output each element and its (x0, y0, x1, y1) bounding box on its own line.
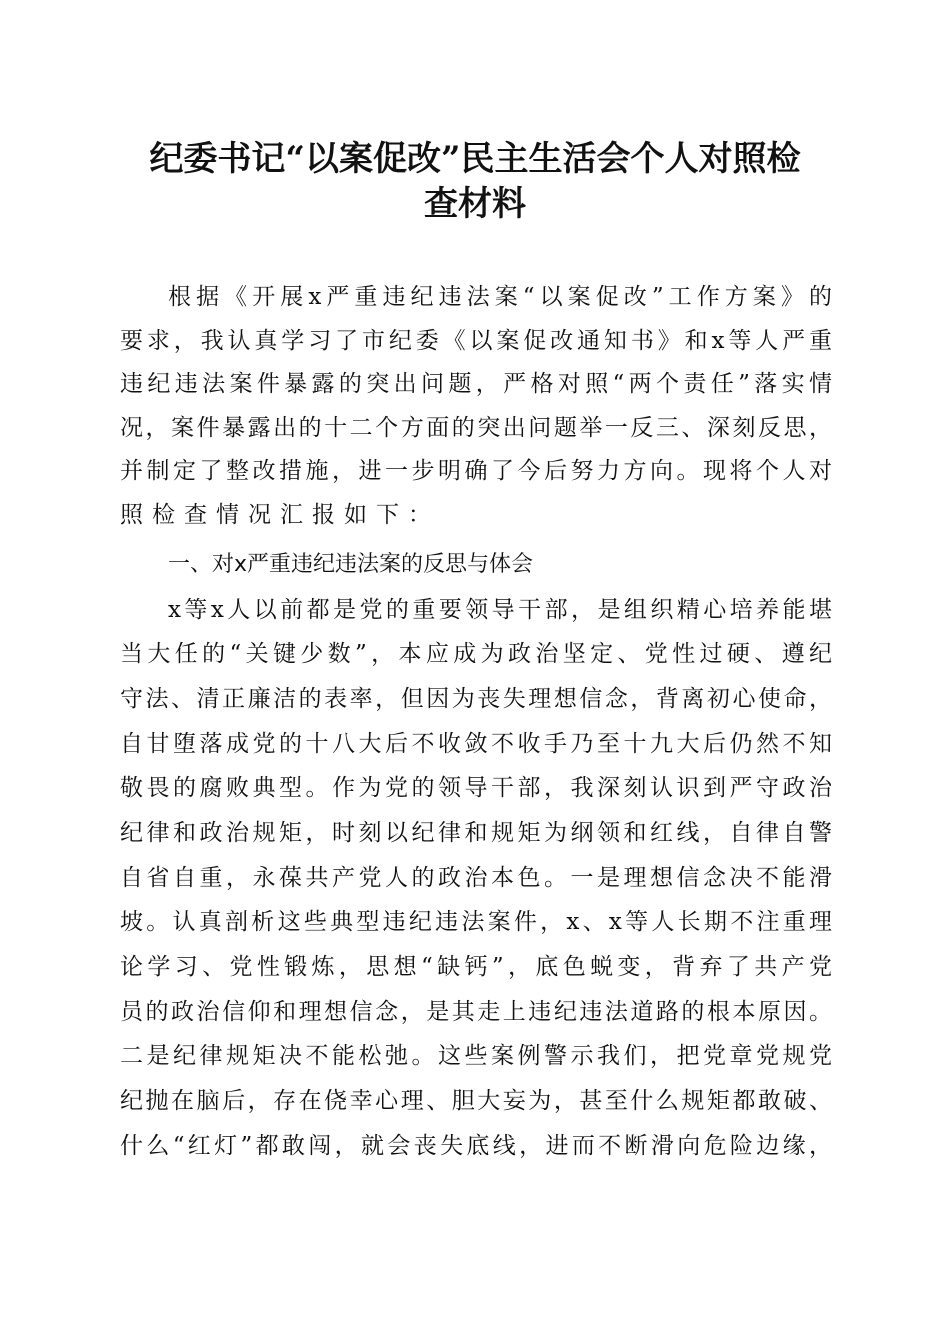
text-line: 二是纪律规矩决不能松弛。这些案例警示我们，把党章党规党 (120, 1043, 832, 1070)
text-line: 违纪违法案件暴露的突出问题，严格对照“两个责任”落实情 (120, 371, 832, 398)
text-line: 要求，我认真学习了市纪委《以案促改通知书》和x等人严重 (120, 327, 832, 354)
paragraph-reflection (120, 588, 832, 1169)
paragraph-intro (120, 276, 832, 538)
text-line: 根据《开展x严重违纪违法案“以案促改”工作方案》的 (168, 284, 832, 310)
text-line: 论学习、党性锻炼，思想“缺钙”，底色蜕变，背弃了共产党 (120, 954, 832, 981)
text-line: 况，案件暴露出的十二个方面的突出问题举一反三、深刻反思， (120, 414, 832, 441)
text-line: 当大任的“关键少数”，本应成为政治坚定、党性过硬、遵纪 (120, 641, 832, 668)
section-heading: 一、对x严重违纪违法案的反思与体会 (168, 551, 534, 577)
text-line: 纪抛在脑后，存在侥幸心理、胆大妄为，甚至什么规矩都敢破、 (120, 1088, 832, 1115)
text-line: 照检查情况汇报如下： (120, 501, 440, 528)
text-line: 自甘堕落成党的十八大后不收敛不收手乃至十九大后仍然不知 (120, 730, 832, 757)
text-line: 纪律和政治规矩，时刻以纪律和规矩为纲领和红线，自律自警 (120, 820, 832, 846)
text-line: 什么“红灯”都敢闯，就会丧失底线，进而不断滑向危险边缘， (120, 1132, 832, 1159)
text-line: 坡。认真剖析这些典型违纪违法案件，x、x等人长期不注重理 (120, 909, 832, 936)
text-line: 自省自重，永葆共产党人的政治本色。一是理想信念决不能滑 (120, 864, 832, 891)
document-body (120, 276, 832, 1169)
text-line: 守法、清正廉洁的表率，但因为丧失理想信念，背离初心使命， (120, 685, 832, 712)
text-line: 敬畏的腐败典型。作为党的领导干部，我深刻认识到严守政治 (120, 775, 832, 802)
document-title-line-2: 查材料 (424, 184, 526, 224)
text-line: 并制定了整改措施，进一步明确了今后努力方向。现将个人对 (120, 458, 832, 485)
document-title-line-1: 纪委书记“以案促改”民主生活会个人对照检 (149, 139, 801, 179)
text-line: x等x人以前都是党的重要领导干部，是组织精心培养能堪 (168, 596, 832, 623)
text-line: 员的政治信仰和理想信念，是其走上违纪违法道路的根本原因。 (120, 998, 832, 1025)
